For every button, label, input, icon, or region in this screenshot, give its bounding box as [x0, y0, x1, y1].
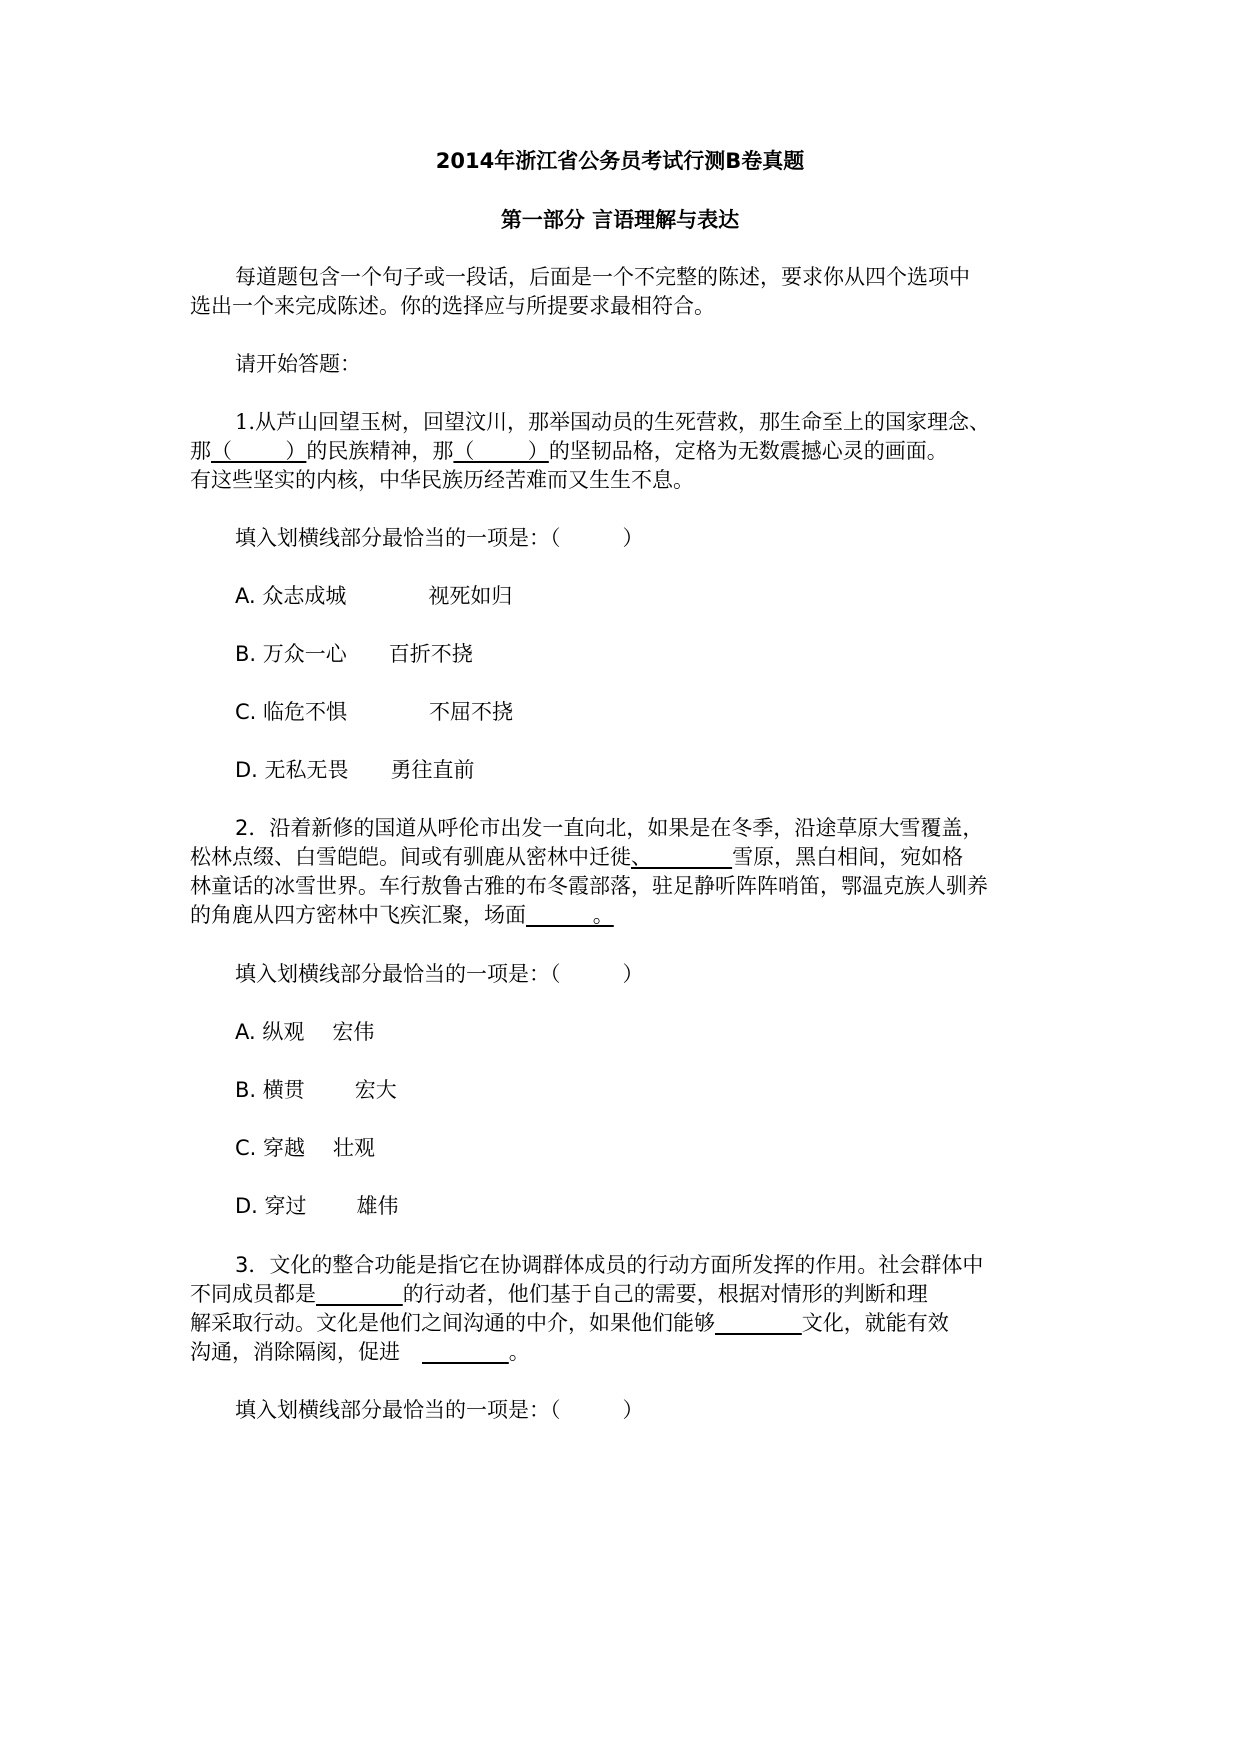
q3-text-3a: 解采取行动。文化是他们之间沟通的中介，如果他们能够: [190, 1311, 715, 1335]
option-first: 穿过: [264, 1194, 307, 1218]
instructions-line-2: 选出一个来完成陈述。你的选择应与所提要求最相符合。: [190, 294, 715, 318]
q3-blank-2: [715, 1311, 802, 1335]
option-letter: A.: [235, 1020, 256, 1044]
option-second: 壮观: [333, 1136, 376, 1160]
document-title: 2014年浙江省公务员考试行测B卷真题: [435, 149, 805, 173]
q2-text-2a: 松林点缀、白雪皑皑。间或有驯鹿从密林中迁徙: [190, 845, 631, 869]
option-first: 万众一心: [262, 642, 347, 666]
q2-line-4: [190, 901, 1070, 929]
q2-text-4a: 的角鹿从四方密林中飞疾汇聚，场面: [190, 903, 526, 927]
option-first: 纵观: [262, 1020, 305, 1044]
q1-text-c: 的坚韧品格，定格为无数震撼心灵的画面。: [548, 439, 948, 463]
option-letter: D.: [235, 758, 258, 782]
option-first: 横贯: [262, 1078, 305, 1102]
q1-option-c: [235, 698, 1115, 726]
q1-text-b: 的民族精神，那: [306, 439, 454, 463]
q2-option-c: [235, 1134, 1115, 1162]
q1-option-a: [235, 582, 1115, 610]
option-second: 视死如归: [428, 584, 513, 608]
q3-prompt: [235, 1396, 1115, 1424]
q3-text-2a: 不同成员都是: [190, 1282, 316, 1306]
q3-text-1: 文化的整合功能是指它在协调群体成员的行动方面所发挥的作用。社会群体中: [269, 1253, 984, 1277]
q1-line-1: 1.从芦山回望玉树，回望汶川，那举国动员的生死营救，那生命至上的国家理念、: [235, 410, 991, 434]
q3-line-1: [235, 1251, 1115, 1279]
option-letter: C.: [235, 1136, 257, 1160]
q1-blank-2: （ ）: [453, 439, 549, 463]
option-second: 雄伟: [356, 1194, 399, 1218]
q3-line-3: [190, 1309, 1070, 1337]
q2-blank-1: 、: [631, 845, 733, 869]
option-second: 勇往直前: [390, 758, 475, 782]
q3-line-2: [190, 1280, 1070, 1308]
q1-prompt: [235, 524, 1115, 552]
q2-text-1: 沿着新修的国道从呼伦市出发一直向北，如果是在冬季，沿途草原大雪覆盖，: [269, 816, 984, 840]
q2-line-2: [190, 843, 1070, 871]
q1-option-d: [235, 756, 1115, 784]
q1-option-b: [235, 640, 1115, 668]
q1-prompt-text: 填入划横线部分最恰当的一项是：（: [235, 526, 561, 550]
q1-text-a: 那: [190, 439, 211, 463]
q3-line-4: [190, 1338, 1070, 1366]
option-second: 宏伟: [332, 1020, 375, 1044]
q2-option-a: [235, 1018, 1115, 1046]
option-first: 穿越: [263, 1136, 306, 1160]
option-letter: C.: [235, 700, 257, 724]
start-prompt: 请开始答题：: [235, 352, 361, 376]
q3-text-2b: 的行动者，他们基于自己的需要，根据对情形的判断和理: [402, 1282, 928, 1306]
q3-text-4a: 沟通，消除隔阂，促进: [190, 1340, 400, 1364]
option-second: 百折不挠: [388, 642, 473, 666]
q3-prompt-close: ）: [622, 1398, 644, 1422]
q2-line-1: [235, 814, 1115, 842]
q3-text-4b: 。: [508, 1340, 530, 1364]
option-first: 无私无畏: [264, 758, 349, 782]
q3-number: 3．: [235, 1253, 270, 1277]
section-heading: 第一部分 言语理解与表达: [500, 208, 740, 232]
option-letter: B.: [235, 642, 257, 666]
q2-option-d: [235, 1192, 1115, 1220]
q2-prompt: [235, 960, 1115, 988]
option-first: 临危不惧: [263, 700, 348, 724]
q1-line-2: [190, 437, 1070, 465]
instructions-line-1: 每道题包含一个句子或一段话，后面是一个不完整的陈述，要求你从四个选项中: [235, 265, 970, 289]
q1-blank-1: （ ）: [211, 439, 307, 463]
q2-option-b: [235, 1076, 1115, 1104]
q2-prompt-close: ）: [622, 962, 644, 986]
q2-number: 2．: [235, 816, 270, 840]
option-second: 宏大: [354, 1078, 397, 1102]
option-letter: B.: [235, 1078, 257, 1102]
option-second: 不屈不挠: [429, 700, 514, 724]
q3-prompt-text: 填入划横线部分最恰当的一项是：（: [235, 1398, 561, 1422]
option-letter: A.: [235, 584, 256, 608]
q1-line-3: 有这些坚实的内核，中华民族历经苦难而又生生不息。: [190, 468, 694, 492]
q3-blank-1: [316, 1282, 403, 1306]
q1-prompt-close: ）: [622, 526, 644, 550]
q2-text-2b: 雪原，黑白相间，宛如格: [732, 845, 964, 869]
q3-blank-3: [422, 1340, 509, 1364]
q3-text-3b: 文化，就能有效: [801, 1311, 949, 1335]
option-first: 众志成城: [262, 584, 347, 608]
q2-blank-2: 。: [526, 903, 614, 927]
q2-line-3: 林童话的冰雪世界。车行敖鲁古雅的布冬霞部落，驻足静听阵阵哨笛，鄂温克族人驯养: [190, 874, 988, 898]
q2-prompt-text: 填入划横线部分最恰当的一项是：（: [235, 962, 561, 986]
option-letter: D.: [235, 1194, 258, 1218]
